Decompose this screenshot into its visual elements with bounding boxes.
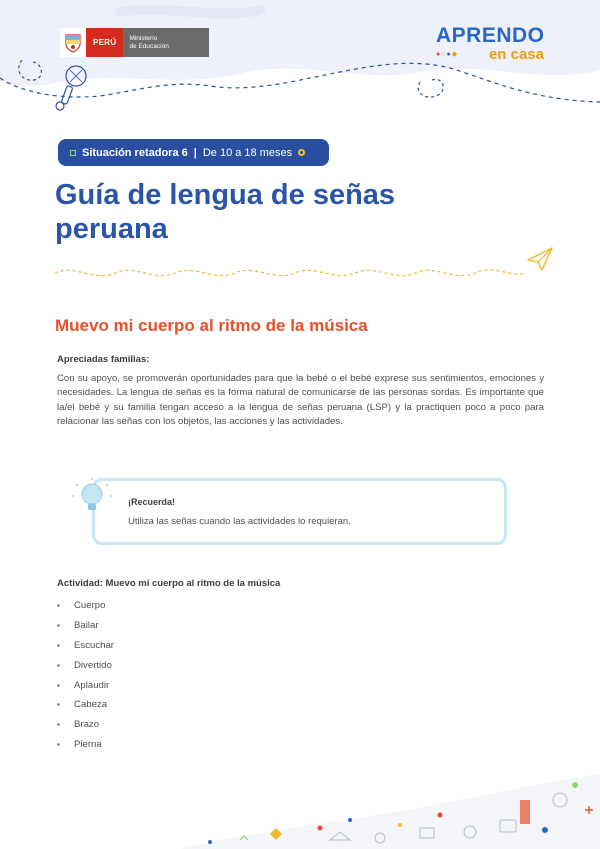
list-item [57,596,114,616]
aprendo-en-casa-logo [432,25,548,63]
list-item [57,616,114,636]
ministry-line1: Ministerio [129,34,158,42]
bullet-icon: ▪ [57,621,60,631]
lightbulb-icon [72,478,112,520]
bullet-icon: ▪ [57,660,60,670]
list-item [57,655,114,675]
title-line2: peruana [55,213,168,245]
page-title [55,178,525,246]
paper-plane-icon [526,246,554,272]
age-range-label: De 10 a 18 meses [202,146,293,159]
situation-badge [58,139,329,166]
square-icon [70,150,76,156]
list-item [57,735,114,755]
wave-divider [55,262,525,284]
bullet-icon: ▪ [57,640,60,650]
title-line1: Guía de lengua de señas [55,179,396,211]
ministry-logo [60,28,209,57]
brand-dots-icon: ●○●◆ [436,51,459,58]
ministry-name [123,28,208,57]
brand-top-text: APRENDO [436,24,545,47]
greeting: Apreciadas familias: [57,354,150,365]
footer-illustration [0,770,600,849]
intro-paragraph: Con su apoyo, se promoverán oportunidades para que la bebé o el bebé exprese sus sentimientos, emociones y necesidades. La lengua de señas es la forma natural de comunicarse de las personas sordas. Es importante que la/el bebé y su familia tengan acceso a la lengua de señas peruana (LSP) y la practiquen poco a poco para relacionar las señas con los objetos, las acciones y las actividades. [57,373,544,428]
bullet-icon: ▪ [57,720,60,730]
activity-title: Actividad: Muevo mi cuerpo al ritmo de la música [57,578,281,589]
list-item-label: Cuerpo [74,600,106,612]
bullet-icon: ▪ [57,700,60,710]
brand-bottom-text: en casa [488,46,544,63]
list-item [57,675,114,695]
coat-of-arms-icon [60,28,86,57]
ministry-line2: de Educación [129,42,169,50]
callout-text: Utiliza las señas cuando las actividades lo requieran. [128,516,351,527]
list-item-label: Brazo [74,719,100,731]
bullet-icon: ▪ [57,601,60,611]
list-item-label: Pierna [74,738,102,750]
list-item-label: Escuchar [74,639,114,651]
section-title: Muevo mi cuerpo al ritmo de la música [55,316,368,335]
list-item [57,715,114,735]
list-item [57,636,114,656]
badge-separator: | [193,146,197,159]
activity-word-list [57,596,114,754]
reminder-callout [92,478,507,545]
list-item-label: Bailar [74,620,99,632]
bullet-icon: ▪ [57,680,60,690]
list-item [57,695,114,715]
list-item-label: Aplaudir [74,679,110,691]
callout-title: ¡Recuerda! [128,497,176,507]
bullet-icon: ▪ [57,739,60,749]
circle-icon [298,149,305,156]
list-item-label: Divertido [74,659,112,671]
list-item-label: Cabeza [74,699,108,711]
country-label: PERÚ [86,28,123,57]
situation-label: Situación retadora 6 [82,146,188,159]
